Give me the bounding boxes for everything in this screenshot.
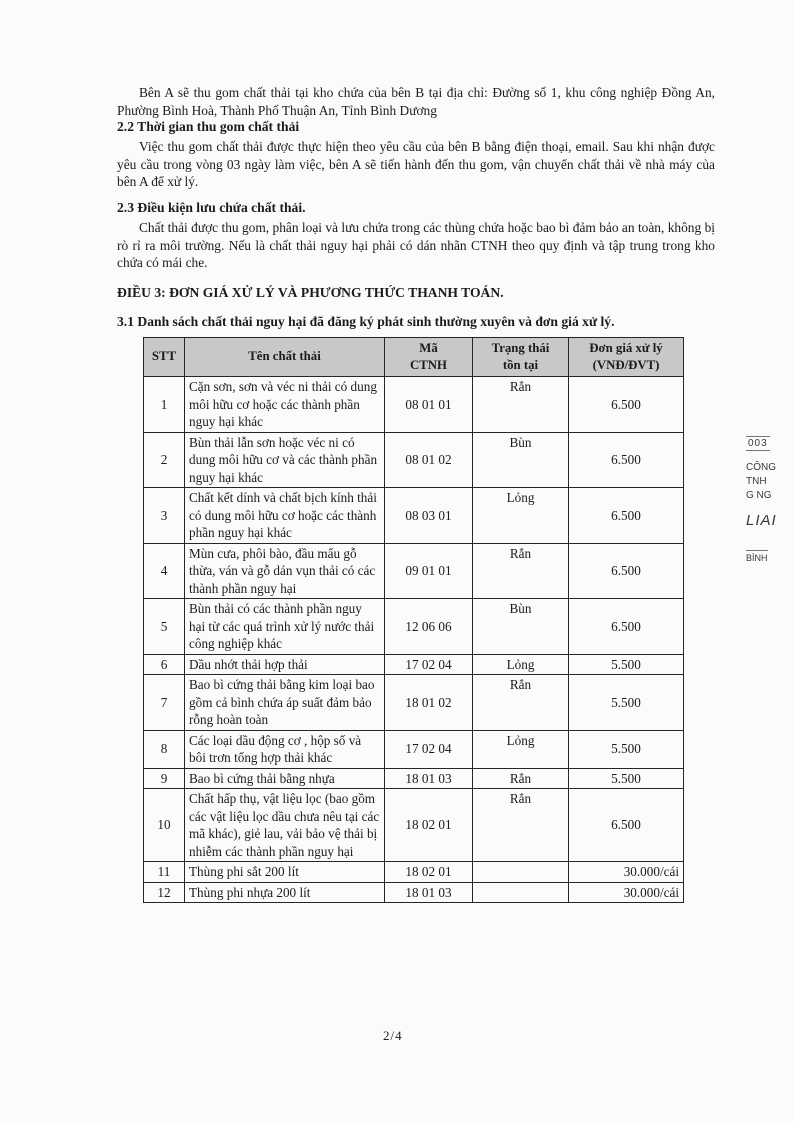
row-name: Bao bì cứng thải bằng kim loại bao gồm cả bình chứa áp suất đảm bảo rỗng hoàn toàn [185,675,385,731]
row-code: 08 01 02 [385,432,473,488]
stamp-line: CÔNG [746,462,776,473]
table-row [144,730,684,768]
row-state [473,882,569,903]
stamp-line: LIAI [746,512,777,529]
row-code: 08 03 01 [385,488,473,544]
row-stt: 8 [144,730,185,768]
row-state: Rắn [473,789,569,862]
table-header [144,338,684,377]
row-code: 17 02 04 [385,730,473,768]
row-code: 12 06 06 [385,599,473,655]
table-row [144,675,684,731]
row-price: 5.500 [569,654,684,675]
row-name: Mùn cưa, phôi bào, đầu mẩu gỗ thừa, ván và gỗ dán vụn thải có các thành phần nguy hại [185,543,385,599]
page-number: 2/4 [383,1028,403,1043]
stamp-line: 003 [748,438,768,449]
row-state: Rắn [473,543,569,599]
section-2-2-body: Việc thu gom chất thải được thực hiện theo yêu cầu của bên B bằng điện thoại, email. Sau khi nhận được yêu cầu trong vòng 03 ngày làm việc, bên A sẽ tiến hành đến thu gom, vận chuyển chất thải về nhà máy của bên A để xử lý. [117,139,715,189]
row-code: 08 01 01 [385,377,473,433]
partial-seal-stamp [738,428,794,573]
row-code: 18 01 03 [385,882,473,903]
row-price: 6.500 [569,377,684,433]
row-price: 6.500 [569,599,684,655]
row-price: 6.500 [569,488,684,544]
row-state: Rắn [473,675,569,731]
row-price: 30.000/cái [569,882,684,903]
table-row [144,862,684,883]
row-price: 5.500 [569,675,684,731]
stamp-line: BÌNH [746,550,768,563]
row-stt: 4 [144,543,185,599]
row-code: 18 02 01 [385,789,473,862]
row-state: Rắn [473,768,569,789]
row-state: Bùn [473,599,569,655]
row-code: 18 01 02 [385,675,473,731]
row-price: 6.500 [569,432,684,488]
row-state: Rắn [473,377,569,433]
header-code: Mã CTNH [385,338,473,377]
header-name: Tên chất thải [185,338,385,377]
row-state: Bùn [473,432,569,488]
row-stt: 3 [144,488,185,544]
row-stt: 7 [144,675,185,731]
row-price: 6.500 [569,789,684,862]
row-stt: 5 [144,599,185,655]
header-state: Trạng thái tồn tại [473,338,569,377]
row-name: Chất hấp thụ, vật liệu lọc (bao gồm các vật liệu lọc dầu chưa nêu tại các mã khác), giẻ lau, vải bảo vệ thải bị nhiễm các thành phần nguy hại [185,789,385,862]
section-3-1-title: 3.1 Danh sách chất thải nguy hại đã đăng ký phát sinh thường xuyên và đơn giá xử lý. [117,314,615,329]
intro-paragraph: Bên A sẽ thu gom chất thải tại kho chứa của bên B tại địa chỉ: Đường số 1, khu công nghiệp Đồng An, Phường Bình Hoà, Thành Phố Thuận An, Tỉnh Bình Dương [117,85,715,118]
row-stt: 10 [144,789,185,862]
row-state: Lỏng [473,654,569,675]
article-3-title: ĐIỀU 3: ĐƠN GIÁ XỬ LÝ VÀ PHƯƠNG THỨC THANH TOÁN. [117,285,504,300]
row-code: 09 01 01 [385,543,473,599]
table-row [144,768,684,789]
stamp-line: TNH [746,476,767,487]
row-stt: 9 [144,768,185,789]
table-row [144,488,684,544]
row-name: Bùn thải lẫn sơn hoặc véc ni có dung môi hữu cơ và các thành phần nguy hại khác [185,432,385,488]
row-price: 5.500 [569,730,684,768]
stamp-line: G NG [746,490,772,501]
row-stt: 2 [144,432,185,488]
row-name: Thùng phi sắt 200 lít [185,862,385,883]
row-code: 17 02 04 [385,654,473,675]
row-price: 5.500 [569,768,684,789]
row-name: Các loại dầu động cơ , hộp số và bôi trơn tổng hợp thải khác [185,730,385,768]
row-price: 6.500 [569,543,684,599]
row-name: Bùn thải có các thành phần nguy hại từ các quá trình xử lý nước thải công nghiệp khác [185,599,385,655]
table-row [144,654,684,675]
row-price: 30.000/cái [569,862,684,883]
header-price: Đơn giá xử lý (VNĐ/ĐVT) [569,338,684,377]
waste-price-table [143,337,684,903]
table-row [144,882,684,903]
row-name: Thùng phi nhựa 200 lít [185,882,385,903]
row-stt: 1 [144,377,185,433]
section-2-2-title: 2.2 Thời gian thu gom chất thải [117,119,300,134]
row-stt: 6 [144,654,185,675]
row-state: Lỏng [473,488,569,544]
table-row [144,432,684,488]
section-2-3-body: Chất thải được thu gom, phân loại và lưu chứa trong các thùng chứa hoặc bao bì đảm bảo an toàn, không bị rò rỉ ra môi trường. Nếu là chất thải nguy hại phải có dán nhãn CTNH theo quy định và tập trung trong kho chứa có mái che. [117,220,715,270]
header-stt: STT [144,338,185,377]
table-row [144,543,684,599]
row-code: 18 01 03 [385,768,473,789]
row-name: Cặn sơn, sơn và véc ni thải có dung môi hữu cơ hoặc các thành phần nguy hại khác [185,377,385,433]
table-row [144,789,684,862]
table-row [144,377,684,433]
row-name: Bao bì cứng thải bằng nhựa [185,768,385,789]
row-state: Lỏng [473,730,569,768]
row-stt: 11 [144,862,185,883]
row-name: Chất kết dính và chất bịch kính thải có dung môi hữu cơ hoặc các thành phần nguy hại khác [185,488,385,544]
row-code: 18 02 01 [385,862,473,883]
table-row [144,599,684,655]
section-2-3-title: 2.3 Điều kiện lưu chứa chất thải. [117,200,306,215]
row-name: Dầu nhớt thải hợp thải [185,654,385,675]
row-stt: 12 [144,882,185,903]
row-state [473,862,569,883]
